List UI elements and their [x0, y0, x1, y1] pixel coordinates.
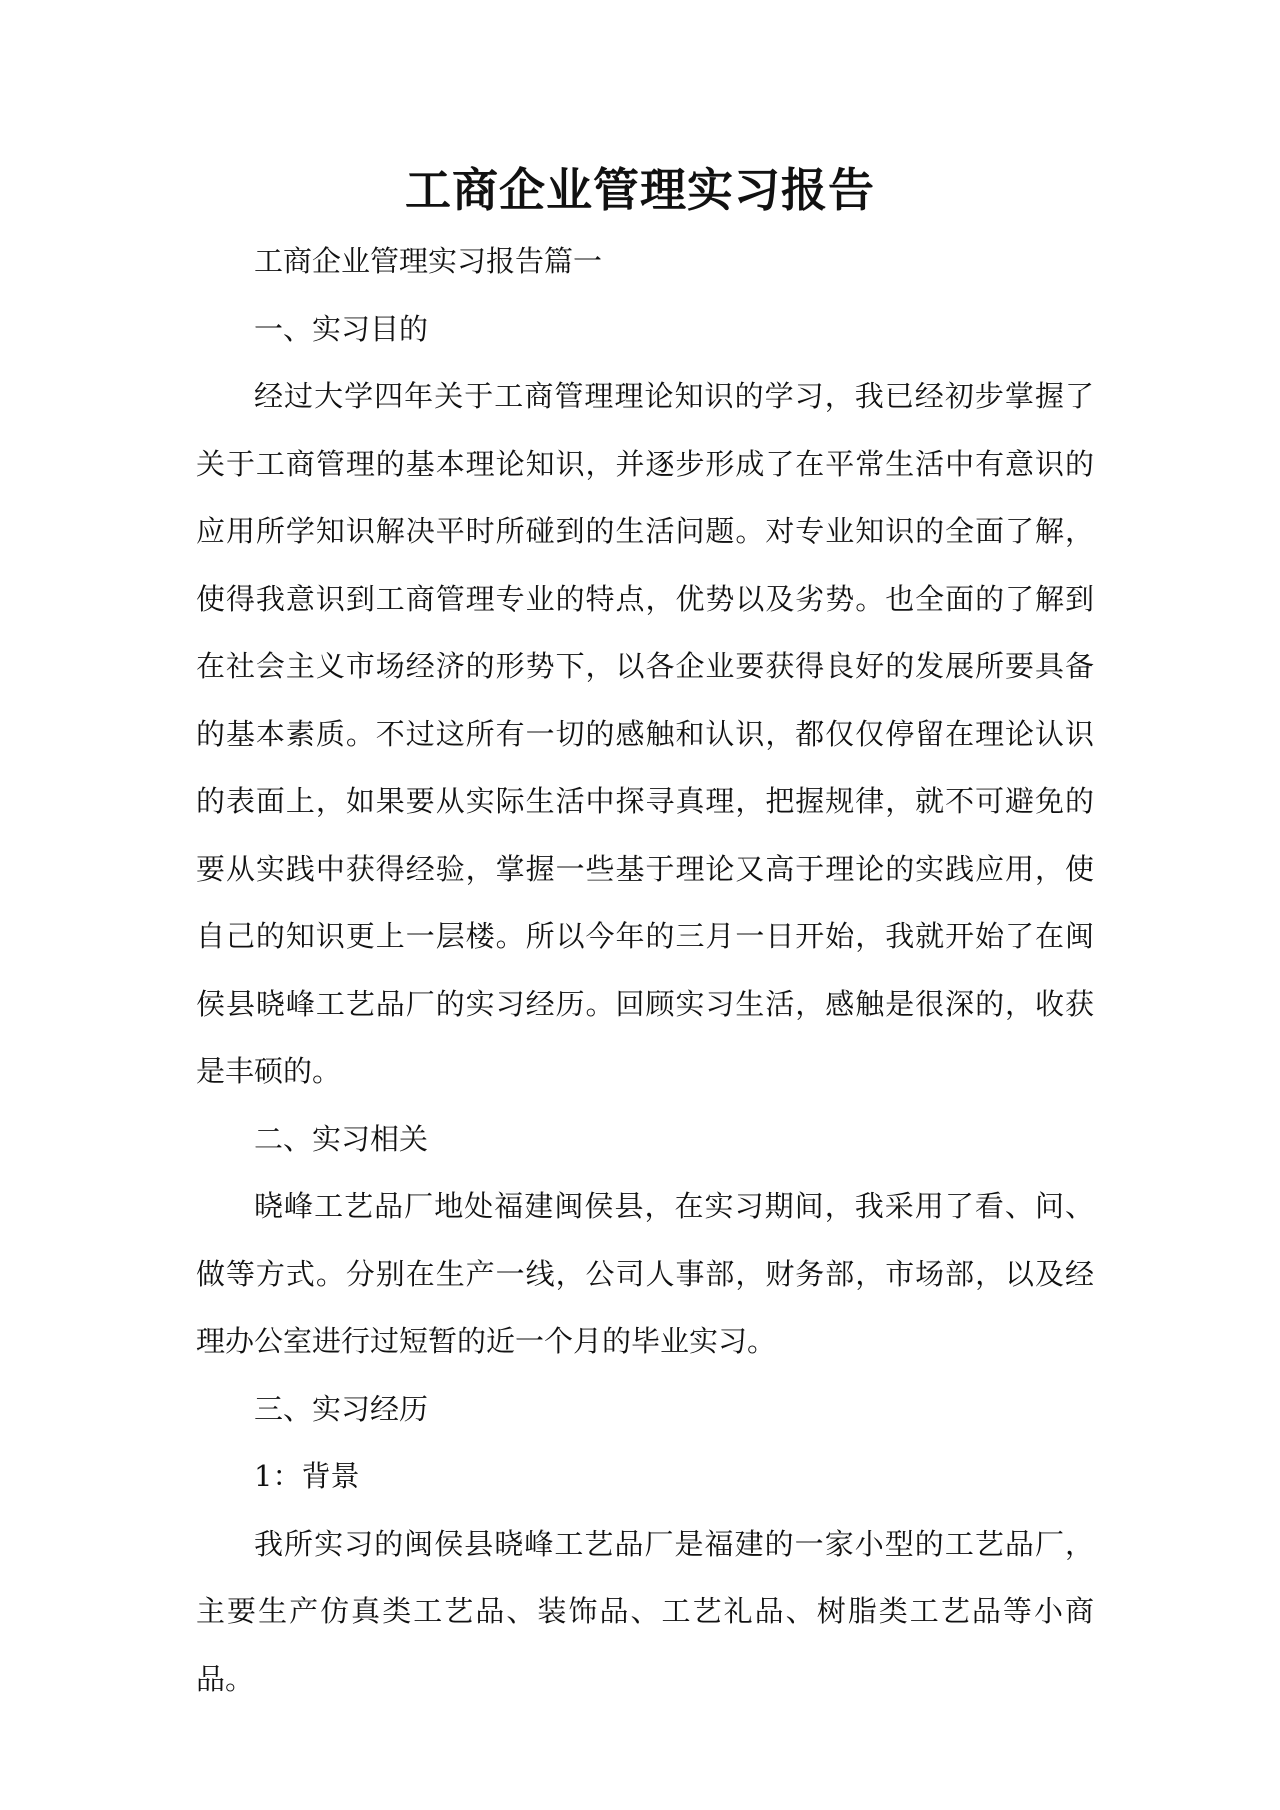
paragraph-related: 晓峰工艺品厂地处福建闽侯县，在实习期间，我采用了看、问、做等方式。分别在生产一线，公司人事部，财务部，市场部，以及经理办公室进行过短暂的近一个月的毕业实习。 [196, 1189, 1094, 1358]
section-heading-related: 二、实习相关 [254, 1121, 429, 1156]
document-body [196, 228, 1094, 1713]
paragraph-background: 我所实习的闽侯县晓峰工艺品厂是福建的一家小型的工艺品厂，主要生产仿真类工艺品、装饰品、工艺礼品、树脂类工艺品等小商品。 [196, 1526, 1094, 1696]
document-title: 工商企业管理实习报告 [405, 163, 875, 217]
section-heading-experience: 三、实习经历 [254, 1391, 429, 1426]
section-heading-purpose: 一、实习目的 [254, 311, 429, 346]
subheading-background: 1：背景 [254, 1459, 360, 1493]
paragraph-purpose: 经过大学四年关于工商管理理论知识的学习，我已经初步掌握了关于工商管理的基本理论知识，并逐步形成了在平常生活中有意识的应用所学知识解决平时所碰到的生活问题。对专业知识的全面了解，使得我意识到工商管理专业的特点，优势以及劣势。也全面的了解到在社会主义市场经济的形势下，以各企业要获得良好的发展所要具备的基本素质。不过这所有一切的感触和认识，都仅仅停留在理论认识的表面上，如果要从实际生活中探寻真理，把握规律，就不可避免的要从实践中获得经验，掌握一些基于理论又高于理论的实践应用，使自己的知识更上一层楼。所以今年的三月一日开始，我就开始了在闽侯县晓峰工艺品厂的实习经历。回顾实习生活，感触是很深的，收获是丰硕的。 [196, 379, 1094, 1088]
paragraph-subtitle: 工商企业管理实习报告篇一 [254, 244, 603, 278]
